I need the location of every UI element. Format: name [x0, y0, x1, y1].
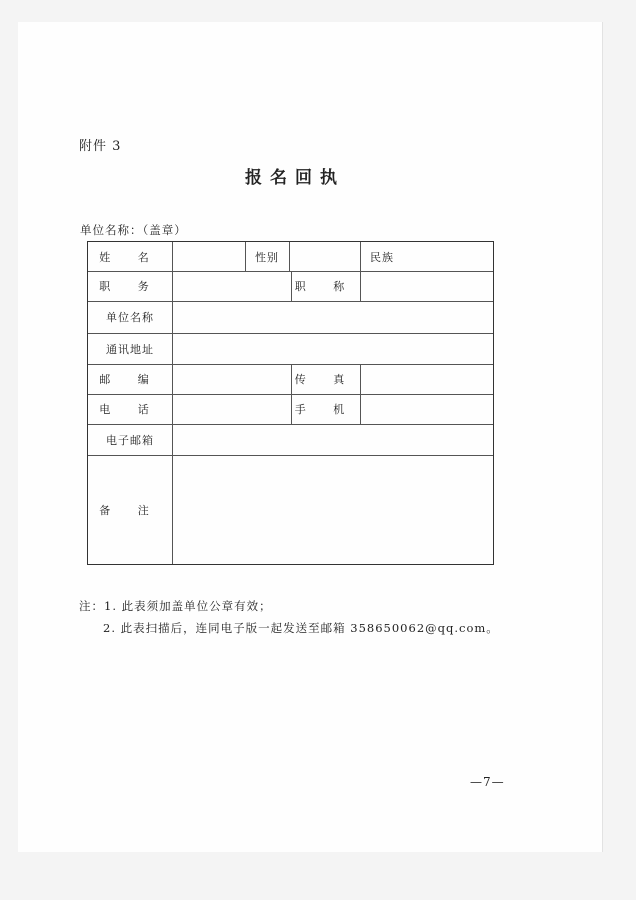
attachment-label: 附件 3 [79, 139, 122, 154]
note-line-2: 2. 此表扫描后，连同电子版一起发送至邮箱 358650062@qq.com。 [103, 621, 499, 635]
postcode-label: 邮 编 [99, 373, 161, 386]
column-divider [360, 364, 361, 424]
note-line-1: 注：1. 此表须加盖单位公章有效； [79, 599, 272, 613]
ethnicity-label: 民族 [370, 250, 394, 264]
remarks-label: 备 注 [99, 503, 161, 517]
email-label: 电子邮箱 [106, 433, 154, 447]
fax-label: 传 真 [294, 373, 357, 386]
form-title: 报名回执 [245, 168, 345, 188]
column-divider [360, 271, 361, 301]
name-label: 姓 名 [99, 250, 161, 264]
address-label: 通讯地址 [106, 342, 154, 356]
mobile-label: 手 机 [294, 403, 357, 416]
professional-title-label: 职 称 [294, 280, 357, 293]
page-number: —7— [470, 775, 505, 789]
position-label: 职 务 [99, 280, 161, 293]
column-divider [172, 242, 173, 564]
phone-label: 电 话 [99, 403, 161, 416]
unit-seal-label: 单位名称：（盖章） [80, 223, 187, 237]
column-divider [289, 242, 290, 271]
registration-form-table [87, 241, 494, 565]
notes [79, 595, 499, 639]
gender-label: 性别 [255, 250, 279, 264]
unit-name-label: 单位名称 [106, 311, 154, 324]
